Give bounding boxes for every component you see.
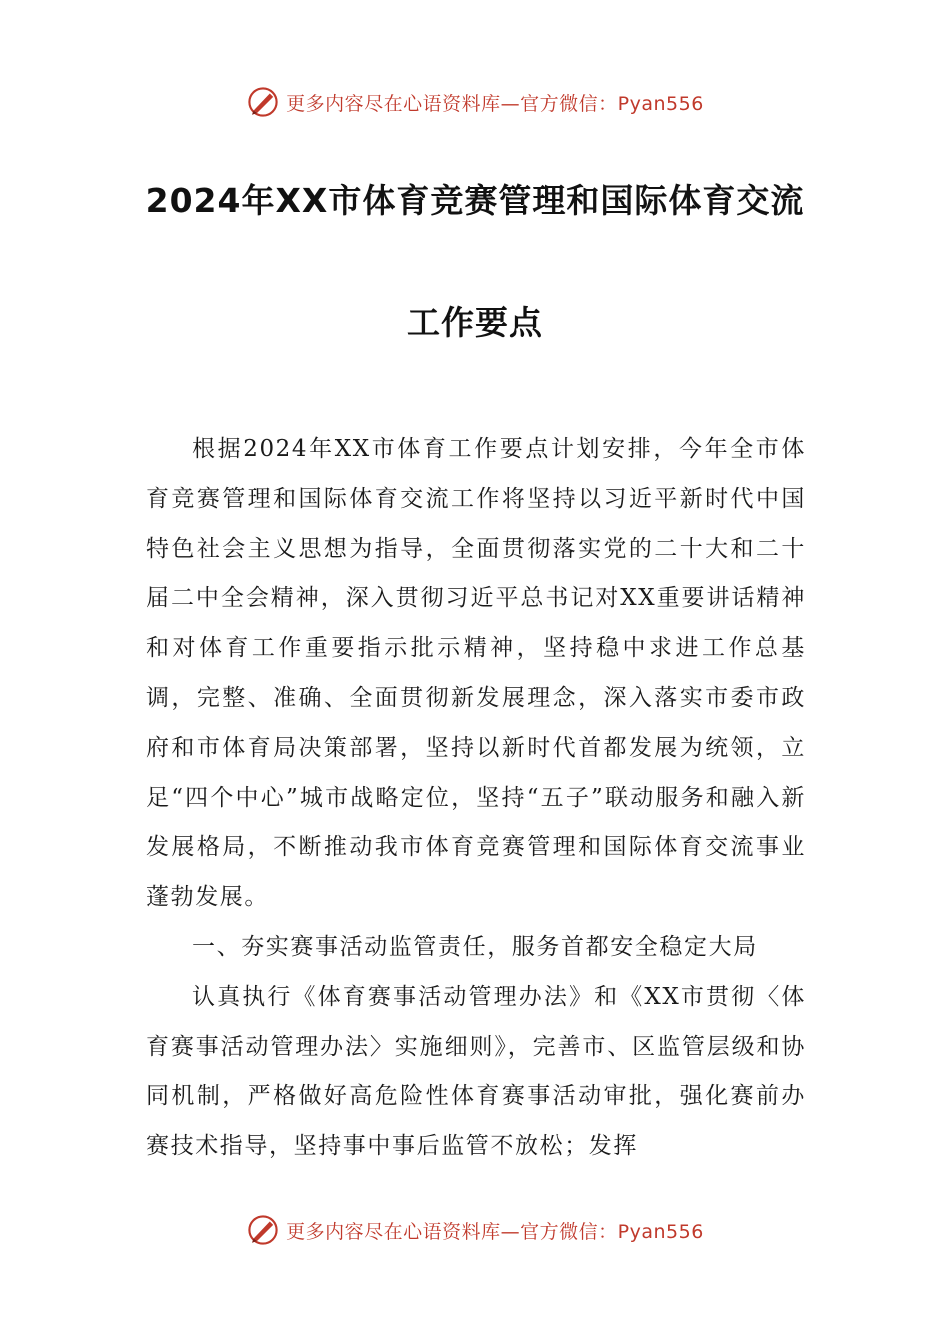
document-title-line-1: 2024年XX市体育竞赛管理和国际体育交流: [145, 181, 805, 220]
body-paragraph-intro: 根据2024年XX市体育工作要点计划安排，今年全市体育竞赛管理和国际体育交流工作将坚持以习近平新时代中国特色社会主义思想为指导，全面贯彻落实党的二十大和二十届二中全会精神，深入贯彻习近平总书记对XX重要讲话精神和对体育工作重要指示批示精神，坚持稳中求进工作总基调，完整、准确、全面贯彻新发展理念，深入落实市委市政府和市体育局决策部署，坚持以新时代首都发展为统领，立足“四个中心”城市战略定位，坚持“五子”联动服务和融入新发展格局，不断推动我市体育竞赛管理和国际体育交流事业蓬勃发展。: [146, 436, 806, 911]
header-watermark-banner: [0, 82, 950, 122]
footer-watermark-text: 更多内容尽在心语资料库—官方微信：Pyan556: [286, 1220, 704, 1243]
body-paragraph-section-1: 认真执行《体育赛事活动管理办法》和《XX市贯彻〈体育赛事活动管理办法〉实施细则》，完善市、区监管层级和协同机制，严格做好高危险性体育赛事活动审批，强化赛前办赛技术指导，坚持事中事后监管不放松；发挥: [146, 983, 806, 1160]
section-heading-1: 一、夯实赛事活动监管责任，服务首都安全稳定大局: [192, 933, 758, 960]
document-body: [146, 425, 806, 1172]
pen-logo-icon: [246, 85, 280, 119]
pen-logo-icon: [246, 1213, 280, 1247]
header-watermark-text: 更多内容尽在心语资料库—官方微信：Pyan556: [286, 92, 704, 115]
document-title-line-2: 工作要点: [407, 303, 543, 342]
footer-watermark-banner: [0, 1210, 950, 1250]
